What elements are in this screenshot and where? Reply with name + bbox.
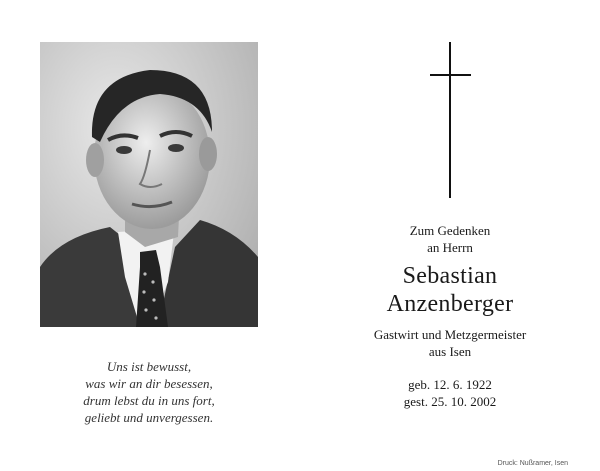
occupation: Gastwirt und Metzgermeister [373,327,527,342]
life-dates [350,376,550,410]
portrait-photo [40,42,258,327]
birth-date: geb. 12. 6. 1922 [408,377,492,392]
origin: aus Isen [428,344,472,359]
poem-line: geliebt und unvergessen. [84,410,214,425]
poem-line: drum lebst du in uns fort, [83,393,215,408]
cross-horizontal-bar [430,74,471,76]
poem-line: was wir an dir besessen, [85,376,213,391]
occupation-block [350,326,550,360]
last-name: Anzenberger [386,291,514,317]
printer-credit: Druck: Nußramer, Isen [497,460,568,467]
first-name: Sebastian [402,263,498,289]
intro-line-1: Zum Gedenken [409,223,491,238]
death-date: gest. 25. 10. 2002 [403,394,497,409]
memorial-intro [350,222,550,256]
poem-line: Uns ist bewusst, [106,359,192,374]
intro-line-2: an Herrn [427,240,473,255]
cross-vertical-bar [449,42,451,198]
memorial-poem [40,358,258,426]
deceased-name [350,262,550,318]
